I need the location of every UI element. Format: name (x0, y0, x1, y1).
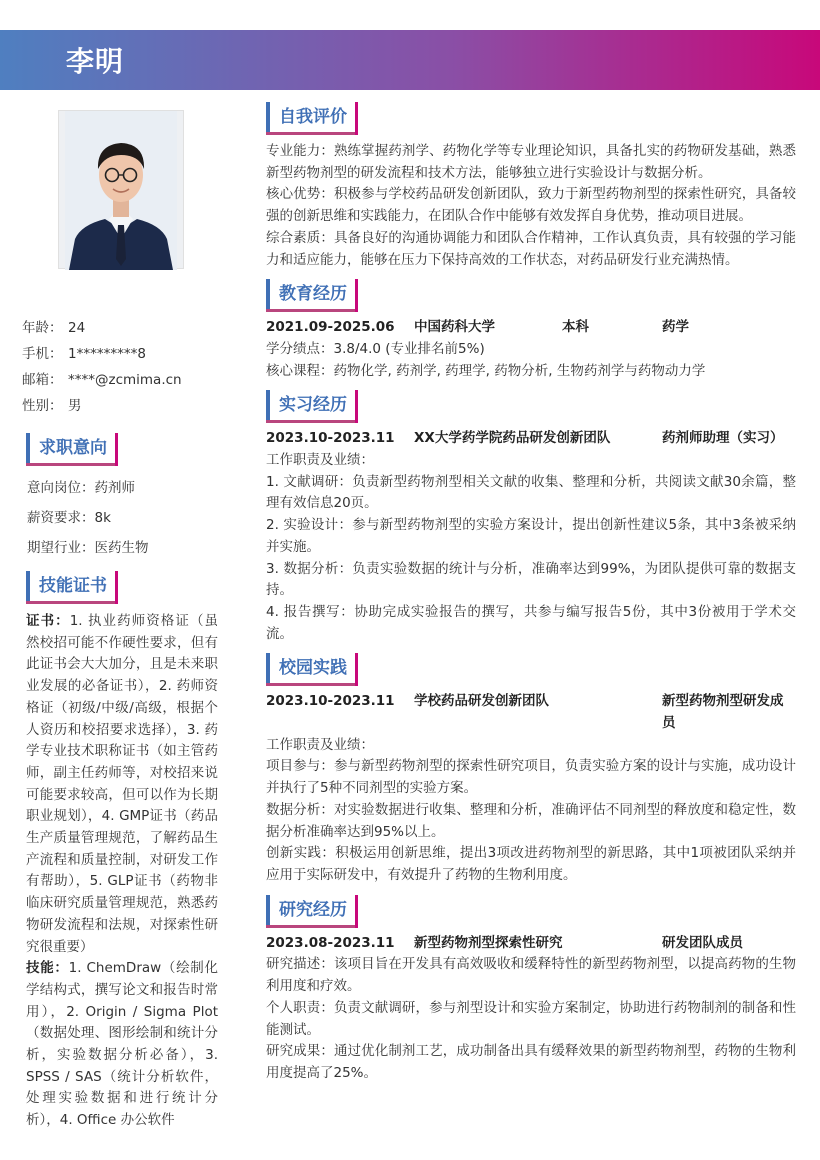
intent-title: 求职意向 (26, 433, 115, 463)
education-title: 教育经历 (266, 279, 355, 309)
campus-header-row (266, 691, 796, 734)
education-major: 药学 (662, 319, 689, 336)
internship-period: 2023.10-2023.11 (266, 430, 395, 447)
campus-line: 项目参与：参与新型药物剂型的探索性研究项目，负责实验方案的设计与实施，成功设计并执行了5种不同剂型的实验方案。 (266, 758, 796, 797)
info-gender: 性别： 男 (22, 398, 82, 414)
skill-text: 1. ChemDraw（绘制化学结构式，撰写论文和报告时常用），2. Origin / Sigma Plot（数据处理、图形绘制和统计分析，实验数据分析必备），3. SPSS / SAS（统计分析软件，处理实验数据和进行统计分析），4. Office 办公软件 (26, 960, 218, 1129)
skills-title: 技能证书 (26, 571, 115, 601)
internship-line: 1. 文献调研：负责新型药物剂型相关文献的收集、整理和分析，共阅读文献30余篇，整理有效信息20页。 (266, 473, 796, 512)
intent-position: 意向岗位：药剂师 (27, 480, 135, 496)
campus-line: 创新实践：积极运用创新思维，提出3项改进药物剂型的新思路，其中1项被团队采纳并应用于实际研发中，有效提升了药物的生物利用度。 (266, 845, 796, 883)
self-eval-paragraph: 核心优势：积极参与学校药品研发创新团队，致力于新型药物剂型的探索性研究，具备较强的创新思维和实践能力，在团队合作中能够有效发挥自身优势，推动项目进展。 (266, 186, 796, 225)
self-eval-paragraph: 综合素质：具备良好的沟通协调能力和团队合作精神，工作认真负责，具有较强的学习能力和适应能力，能够在压力下保持高效的工作状态，对药品研发行业充满热情。 (266, 229, 796, 268)
skills-section (22, 571, 222, 1132)
basic-info (22, 315, 222, 419)
internship-line: 2. 实验设计：参与新型药物剂型的实验方案设计，提出创新性建议5条，其中3条被采纳并实施。 (266, 517, 796, 555)
internship-line: 工作职责及业绩： (266, 452, 374, 469)
self-eval-title: 自我评价 (266, 102, 355, 132)
portrait-image (65, 111, 177, 270)
intent-salary: 薪资要求：8k (27, 510, 111, 526)
campus-line: 数据分析：对实验数据进行收集、整理和分析，准确评估不同剂型的释放度和稳定性，数据分析准确率达到95%以上。 (266, 801, 796, 840)
right-column (266, 102, 796, 1093)
internship-title: 实习经历 (266, 390, 355, 420)
info-age: 年龄： 24 (22, 320, 86, 336)
research-header-row (266, 933, 796, 955)
research-title: 研究经历 (266, 895, 355, 925)
research-line: 研究成果：通过优化制剂工艺，成功制备出具有缓释效果的新型药物剂型，药物的生物利用度提高了25%。 (266, 1043, 796, 1081)
skills-text (26, 611, 218, 1132)
campus-org: 学校药品研发创新团队 (414, 693, 549, 710)
internship-line: 3. 数据分析：负责实验数据的统计与分析，准确率达到99%，为团队提供可靠的数据支持。 (266, 560, 796, 599)
research-section (266, 895, 796, 1085)
education-period: 2021.09-2025.06 (266, 319, 395, 336)
info-phone: 手机： 1*********8 (22, 346, 146, 362)
campus-line: 工作职责及业绩： (266, 736, 374, 753)
internship-line: 4. 报告撰写：协助完成实验报告的撰写，共参与编写报告5份，其中3份被用于学术交流。 (266, 603, 796, 642)
cert-label: 证书： (26, 613, 70, 629)
cert-text: 1. 执业药师资格证（虽然校招可能不作硬性要求，但有此证书会大大加分，且是未来职业发展的必备证书），2. 药师资格证（初级/中级/高级，根据个人资历和校招要求选择），3. 药学专业技术职称证书（如主管药师，副主任药师等，对校招来说可能要求较高，但可以作为长期职业规划），4. GMP证书（药品生产质量管理规范，了解药品生产流程和质量控制，对研发工作有帮助），5. GLP证书（药物非临床研究质量管理规范，熟悉药物研发流程和法规，对探索性研究很重要） (26, 613, 219, 955)
campus-section (266, 653, 796, 886)
skill-label: 技能： (26, 960, 69, 977)
header-banner (0, 30, 820, 90)
education-header-row (266, 317, 796, 339)
campus-period: 2023.10-2023.11 (266, 693, 395, 710)
education-line: 学分绩点：3.8/4.0 (专业排名前5%) (266, 340, 485, 357)
internship-org: XX大学药学院药品研发创新团队 (414, 430, 611, 447)
internship-role: 药剂师助理（实习） (662, 430, 784, 447)
education-degree: 本科 (562, 319, 589, 336)
left-column (22, 315, 222, 1132)
education-section (266, 279, 796, 382)
research-period: 2023.08-2023.11 (266, 934, 395, 951)
candidate-name: 李明 (66, 45, 125, 78)
self-eval-section (266, 102, 796, 271)
education-line: 核心课程：药物化学, 药剂学, 药理学, 药物分析, 生物药剂学与药物动力学 (266, 362, 706, 379)
research-line: 研究描述：该项目旨在开发具有高效吸收和缓释特性的新型药物剂型，以提高药物的生物利用度和疗效。 (266, 956, 796, 995)
internship-section (266, 390, 796, 645)
education-school: 中国药科大学 (414, 319, 495, 336)
self-eval-paragraph: 专业能力：熟练掌握药剂学、药物化学等专业理论知识，具备扎实的药物研发基础，熟悉新型药物剂型的研发流程和技术方法，能够独立进行实验设计与数据分析。 (266, 143, 796, 181)
internship-header-row (266, 428, 796, 450)
profile-photo (58, 110, 184, 269)
campus-role: 新型药物剂型研发成员 (662, 693, 784, 732)
research-line: 个人职责：负责文献调研，参与剂型设计和实验方案制定，协助进行药物制剂的制备和性能测试。 (266, 999, 796, 1038)
research-project: 新型药物剂型探索性研究 (414, 934, 563, 951)
research-role: 研发团队成员 (662, 934, 743, 951)
intent-section (22, 433, 222, 563)
intent-industry: 期望行业：医药生物 (27, 540, 149, 556)
campus-title: 校园实践 (266, 653, 355, 683)
info-email: 邮箱： ****@zcmima.cn (22, 372, 182, 388)
